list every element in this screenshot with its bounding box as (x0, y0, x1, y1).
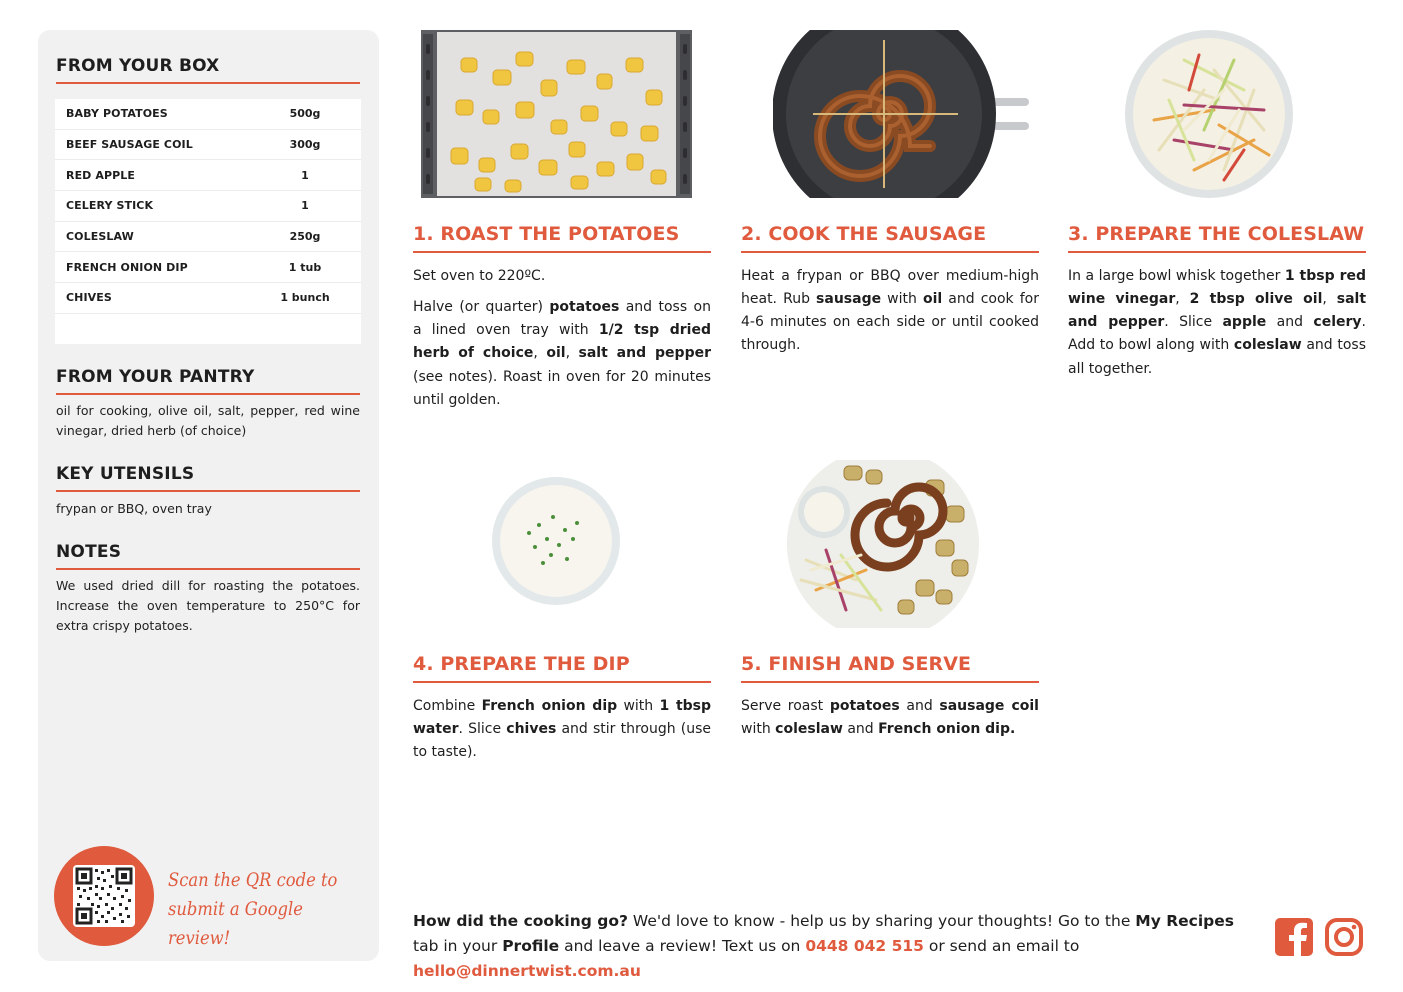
ingredient-row (55, 160, 361, 191)
step-title: 3. PREPARE THE COLESLAW (1068, 223, 1365, 245)
from-your-box-title: FROM YOUR BOX (56, 56, 220, 76)
bold-text: sausage coil (939, 697, 1039, 714)
step-title: 4. PREPARE THE DIP (413, 653, 630, 675)
ingredient-qty: 1 (301, 168, 309, 182)
qr-caption-line: Scan the QR code to (168, 869, 338, 891)
notes-text: We used dried dill for roasting the potatoes. Increase the oven temperature to 250°C for extra crispy potatoes. (56, 578, 360, 633)
ingredient-qty: 300g (289, 138, 321, 152)
bold-text: salt and pepper (578, 345, 711, 362)
qr-caption (168, 866, 340, 953)
ingredient-name: CHIVES (66, 291, 112, 305)
bold-text: potatoes (549, 298, 620, 315)
bold-text: 2 tbsp olive oil (1189, 290, 1323, 307)
pantry-text: oil for cooking, olive oil, salt, pepper, red wine vinegar, dried herb (of choice) (56, 403, 360, 438)
ingredients-table (55, 99, 361, 344)
contact-link[interactable]: 0448 042 515 (805, 937, 924, 955)
from-your-pantry-title: FROM YOUR PANTRY (56, 367, 255, 387)
coleslaw-image (1124, 30, 1294, 198)
step-paragraph: Combine French onion dip with 1 tbsp water. Slice chives and stir through (use to taste). (413, 697, 712, 761)
bold-text: coleslaw (775, 720, 843, 737)
bold-text: French onion dip. (878, 720, 1016, 737)
bold-text: 1/2 tsp dried herb of choice (413, 322, 711, 362)
sidebar (38, 30, 379, 961)
ingredient-row (55, 130, 361, 161)
step-body (741, 265, 1039, 358)
ingredient-row (55, 99, 361, 130)
bold-text: 1 tbsp water (413, 697, 712, 737)
ingredient-name: COLESLAW (66, 230, 134, 244)
roast-potatoes-image (421, 30, 692, 198)
ingredient-name: BEEF SAUSAGE COIL (66, 138, 193, 152)
bold-text: celery (1313, 314, 1362, 331)
step-paragraph: Serve roast potatoes and sausage coil with coleslaw and French onion dip. (741, 697, 1039, 737)
step-title: 2. COOK THE SAUSAGE (741, 223, 987, 245)
step-2 (741, 223, 1039, 366)
divider (741, 681, 1039, 683)
ingredient-row (55, 252, 361, 283)
bold-text: salt and pepper (1068, 290, 1367, 331)
step-paragraph: In a large bowl whisk together 1 tbsp red wine vinegar, 2 tbsp olive oil, salt and pepper. Slice apple and celery. Add to bowl along with coleslaw and toss all together. (1068, 267, 1367, 377)
utensils-text: frypan or BBQ, oven tray (56, 501, 212, 516)
step-body (1068, 265, 1366, 381)
step-paragraph: Halve (or quarter) potatoes and toss on a lined oven tray with 1/2 tsp dried herb of choice, oil, salt and pepper (see notes). Roast in oven for 20 minutes until golden. (413, 298, 711, 408)
ingredient-row (55, 222, 361, 253)
instagram-icon[interactable] (1325, 918, 1363, 956)
finished-plate-image (786, 460, 980, 628)
step-body (413, 265, 711, 413)
ingredient-qty: 1 (301, 199, 309, 213)
bold-text: potatoes (829, 697, 900, 714)
bold-text: chives (506, 720, 557, 737)
divider (413, 681, 711, 683)
divider (1068, 251, 1366, 253)
ingredient-qty: 1 tub (288, 260, 322, 274)
review-footer: How did the cooking go? We'd love to know - help us by sharing your thoughts! Go to the My Recipes tab in your Profile and leave a review! Text us on 0448 042 515 or send an email to hello@dinnertwist.com.au (413, 912, 1234, 980)
bold-text: oil (546, 345, 566, 362)
step-body (413, 695, 711, 765)
qr-badge[interactable] (54, 846, 154, 946)
bold-text: apple (1222, 314, 1267, 331)
ingredient-qty: 500g (289, 107, 321, 121)
bold-text: 1 tbsp red wine vinegar (1068, 267, 1366, 307)
step-3 (1068, 223, 1366, 389)
ingredient-row (55, 283, 361, 314)
ingredient-qty: 250g (289, 230, 321, 244)
step-title: 1. ROAST THE POTATOES (413, 223, 680, 245)
bold-text: French onion dip (481, 697, 618, 714)
step-body (741, 695, 1039, 742)
bold-text: sausage (816, 290, 882, 307)
step-paragraph: Set oven to 220ºC. (413, 267, 546, 284)
bold-text: coleslaw (1233, 337, 1302, 354)
dip-image (491, 475, 621, 607)
step-4 (413, 653, 711, 772)
bold-text: How did the cooking go? (413, 912, 628, 930)
step-5 (741, 653, 1039, 749)
ingredient-qty: 1 bunch (280, 291, 330, 305)
qr-caption-line: submit a Google review! (168, 898, 303, 949)
step-paragraph: Heat a frypan or BBQ over medium-high heat. Rub sausage with oil and cook for 4-6 minutes on each side or until cooked through. (741, 267, 1039, 354)
divider (56, 568, 360, 570)
ingredient-row (55, 191, 361, 222)
contact-link[interactable]: hello@dinnertwist.com.au (413, 962, 641, 980)
step-1 (413, 223, 711, 420)
bold-text: oil (922, 290, 943, 307)
bold-text: My Recipes (1135, 912, 1234, 930)
ingredient-name: BABY POTATOES (66, 107, 168, 121)
ingredient-name: FRENCH ONION DIP (66, 260, 188, 274)
ingredient-name: CELERY STICK (66, 199, 154, 213)
divider (56, 393, 360, 395)
divider (56, 490, 360, 492)
bold-text: Profile (502, 937, 560, 955)
cook-sausage-image (773, 30, 1031, 198)
step-title: 5. FINISH AND SERVE (741, 653, 972, 675)
key-utensils-title: KEY UTENSILS (56, 464, 195, 484)
facebook-icon[interactable] (1275, 918, 1313, 956)
ingredient-name: RED APPLE (66, 168, 136, 182)
divider (413, 251, 711, 253)
divider (56, 82, 360, 84)
notes-title: NOTES (56, 542, 122, 562)
qr-code-icon[interactable] (73, 865, 135, 927)
divider (741, 251, 1039, 253)
